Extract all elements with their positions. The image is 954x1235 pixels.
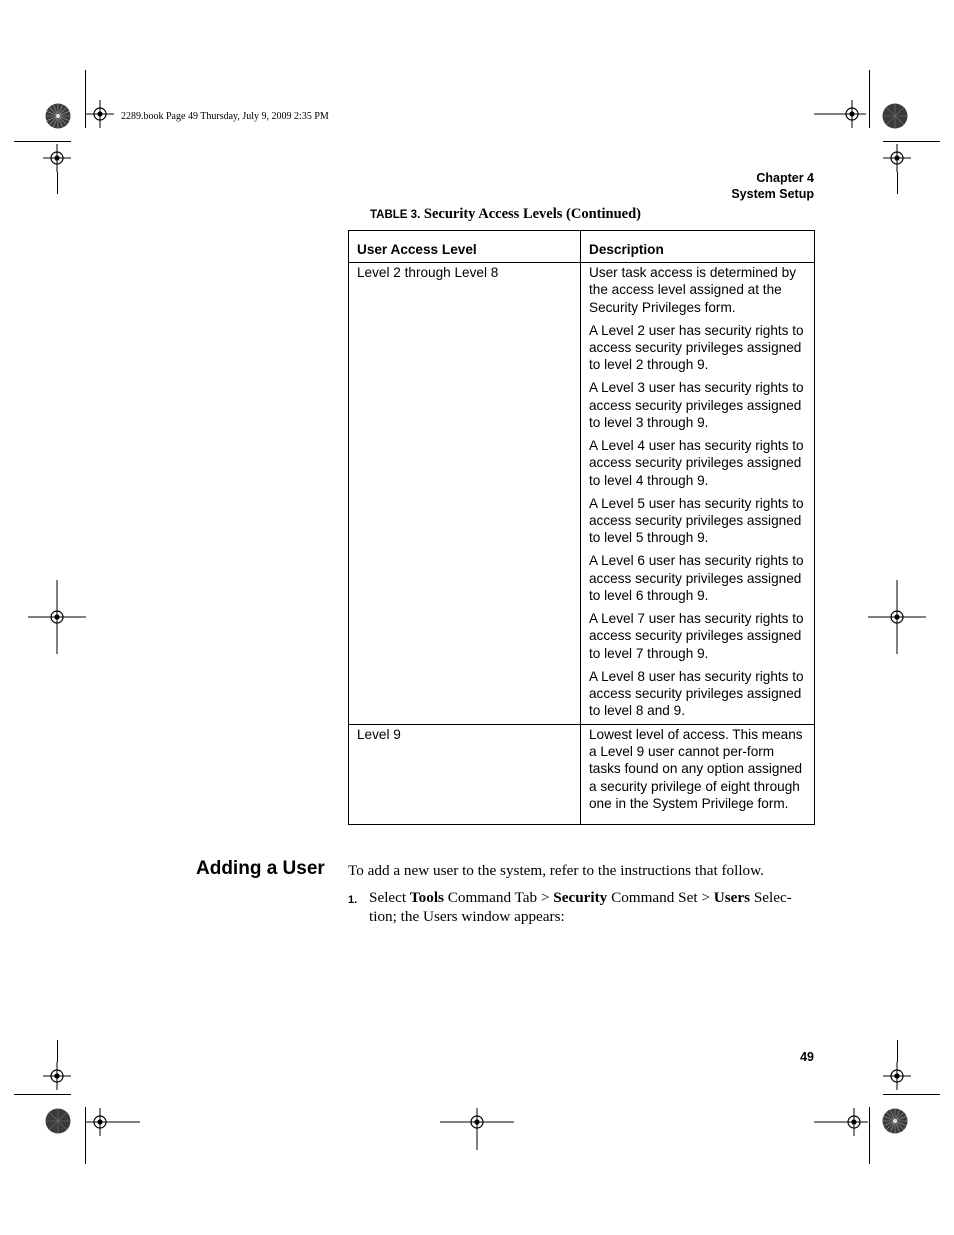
table-cell-level: Level 9 — [349, 724, 581, 824]
table-cell-description — [581, 724, 815, 824]
description-paragraph: A Level 3 user has security rights to access security privileges assigned to level 3 through 9. — [589, 380, 804, 430]
running-head-title: System Setup — [731, 187, 814, 201]
step-text-part: Selec- — [750, 889, 792, 906]
registration-mark-icon — [43, 144, 71, 172]
registration-mark-icon — [883, 1062, 911, 1090]
numbered-step — [348, 889, 818, 926]
step-number: 1. — [348, 894, 358, 906]
crop-mark — [869, 70, 870, 128]
description-paragraph: User task access is determined by the access level assigned at the Security Privileges form. — [589, 265, 797, 315]
registration-mark-icon — [86, 1108, 140, 1136]
description-paragraph: A Level 8 user has security rights to access security privileges assigned to level 8 and 9. — [589, 668, 804, 719]
section-heading: Adding a User — [196, 858, 325, 879]
color-bar-rosette-icon — [882, 1108, 908, 1134]
registration-mark-icon — [868, 580, 926, 654]
crop-mark — [883, 141, 940, 142]
menu-path-users: Users — [713, 889, 751, 906]
step-text-part: Select — [369, 889, 410, 906]
crop-mark — [869, 1107, 870, 1164]
running-head-chapter: Chapter 4 — [756, 171, 814, 185]
registration-mark-icon — [814, 100, 842, 128]
color-bar-rosette-icon — [45, 103, 71, 129]
step-text — [369, 889, 818, 926]
registration-tick — [897, 172, 898, 194]
color-bar-rosette-icon — [882, 103, 908, 129]
registration-mark-icon — [28, 580, 86, 654]
description-paragraph: A Level 5 user has security rights to access security privileges assigned to level 5 through 9. — [589, 495, 804, 546]
column-header-user-access-level: User Access Level — [349, 231, 581, 263]
crop-mark — [14, 1094, 71, 1095]
description-paragraph: A Level 2 user has security rights to access security privileges assigned to level 2 through 9. — [589, 322, 804, 373]
crop-mark — [14, 141, 71, 142]
registration-mark-icon — [838, 100, 866, 128]
table-row — [349, 724, 815, 824]
registration-mark-icon — [86, 100, 114, 128]
registration-mark-icon — [814, 1108, 868, 1136]
table-header-row — [349, 231, 815, 263]
description-paragraph: A Level 4 user has security rights to access security privileges assigned to level 4 through 9. — [589, 438, 804, 488]
description-paragraph: Lowest level of access. This means a Level 9 user cannot per-form tasks found on any option assigned a security privilege of eight through one in the System Privilege form. — [589, 726, 803, 811]
menu-path-security: Security — [553, 889, 608, 906]
table-row — [349, 263, 815, 725]
column-header-description: Description — [581, 231, 815, 263]
table-label: TABLE 3. — [370, 209, 421, 221]
step-line — [369, 889, 818, 908]
registration-mark-icon — [883, 144, 911, 172]
registration-tick — [57, 172, 58, 194]
description-paragraph: A Level 6 user has security rights to access security privileges assigned to level 6 through 9. — [589, 553, 804, 604]
registration-mark-icon — [43, 1062, 71, 1090]
registration-mark-icon — [440, 1108, 514, 1150]
step-line: tion; the Users window appears: — [369, 907, 565, 925]
menu-path-tools: Tools — [409, 889, 444, 906]
registration-tick — [57, 1040, 58, 1062]
print-slug: 2289.book Page 49 Thursday, July 9, 2009 2:35 PM — [121, 111, 329, 122]
color-bar-rosette-icon — [45, 1108, 71, 1134]
registration-tick — [897, 1040, 898, 1062]
table-cell-description — [581, 263, 815, 725]
crop-mark — [883, 1094, 940, 1095]
section-intro: To add a new user to the system, refer to the instructions that follow. — [348, 862, 764, 879]
table-title: Security Access Levels (Continued) — [423, 206, 641, 222]
table-cell-level: Level 2 through Level 8 — [349, 263, 581, 725]
table-caption — [370, 206, 641, 223]
step-text-part: Command Tab > — [443, 889, 554, 906]
step-text-part: Command Set > — [607, 889, 714, 906]
page-number: 49 — [800, 1050, 814, 1064]
security-access-levels-table — [348, 230, 815, 825]
description-paragraph: A Level 7 user has security rights to access security privileges assigned to level 7 through 9. — [589, 611, 804, 661]
